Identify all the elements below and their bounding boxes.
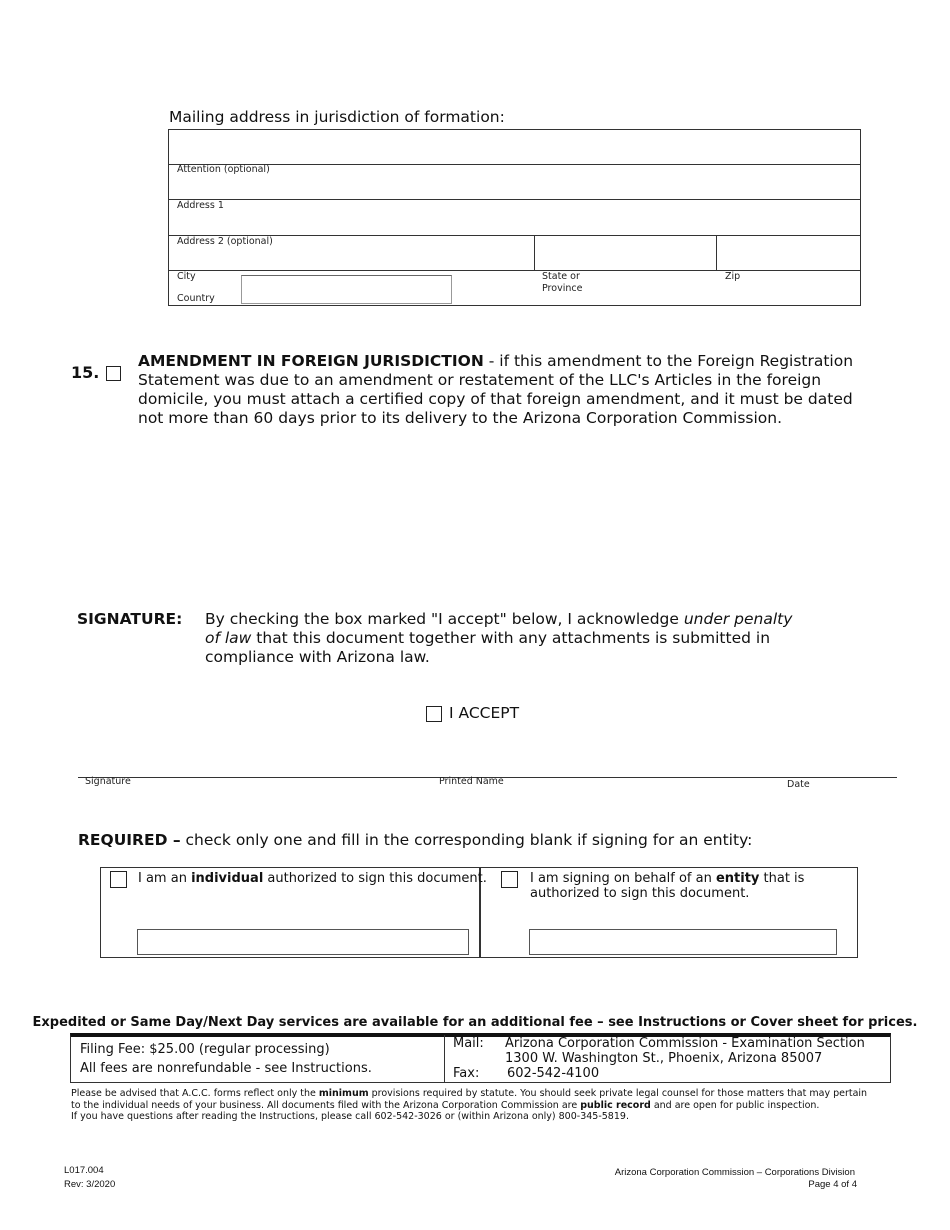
signature-statement (205, 610, 792, 667)
printed-name-label: Printed Name (439, 776, 504, 787)
mail-address-line1: Arizona Corporation Commission - Examination Section (505, 1036, 865, 1051)
signature-line1-a: By checking the box marked "I accept" below, I acknowledge (205, 610, 684, 628)
address1-divider (168, 199, 861, 200)
entity-line1 (530, 871, 804, 886)
signature-heading: SIGNATURE: (77, 610, 183, 628)
notice-line2-a: to the individual needs of your business. All documents filed with the Arizona Corporation Commission are (71, 1099, 581, 1111)
state-divider (534, 235, 535, 271)
item15-line1 (138, 352, 853, 371)
item15-title: AMENDMENT IN FOREIGN JURISDICTION (138, 352, 484, 370)
expedited-notice: Expedited or Same Day/Next Day services are available for an additional fee – see Instructions or Cover sheet for prices. (32, 1015, 918, 1030)
signature-line3: compliance with Arizona law. (205, 648, 430, 666)
mailing-heading: Mailing address in jurisdiction of formation: (169, 108, 505, 126)
signature-line2-a: of law (205, 629, 252, 647)
footer-revision: Rev: 3/2020 (64, 1179, 116, 1190)
notice-line2-c: and are open for public inspection. (650, 1099, 820, 1111)
notice-line2 (71, 1100, 867, 1112)
city-divider (168, 270, 861, 271)
item15-line4: not more than 60 days prior to its delivery to the Arizona Corporation Commission. (138, 409, 783, 427)
signature-line2-b: that this document together with any attachments is submitted in (251, 629, 771, 647)
date-input[interactable] (782, 752, 896, 776)
individual-text-c: authorized to sign this document. (263, 871, 487, 886)
signature-line2 (205, 629, 792, 648)
fee-box-divider (444, 1035, 445, 1083)
footer-page: Page 4 of 4 (808, 1179, 857, 1190)
filing-fee: Filing Fee: $25.00 (regular processing) (80, 1042, 330, 1057)
fax-number: 602-542-4100 (507, 1066, 600, 1081)
fees-nonrefundable: All fees are nonrefundable - see Instructions. (80, 1061, 372, 1076)
accept-label: I ACCEPT (449, 704, 520, 722)
individual-name-input[interactable] (137, 929, 469, 955)
signature-label: Signature (85, 776, 131, 787)
state-label-line1: State or (542, 271, 580, 282)
zip-divider (716, 235, 717, 271)
individual-text (138, 871, 487, 886)
state-label (542, 271, 582, 295)
notice-line3: If you have questions after reading the Instructions, please call 602-542-3026 or (within Arizona only) 800-345-5819. (71, 1111, 629, 1122)
required-heading-rest: check only one and fill in the corresponding blank if signing for an entity: (180, 831, 753, 849)
individual-text-a: I am an (138, 871, 192, 886)
entity-text-b: entity (715, 871, 760, 886)
notice-line1-c: provisions required by statute. You should seek private legal counsel for those matters that may pertain (368, 1088, 868, 1099)
city-label: City (177, 271, 196, 282)
zip-label: Zip (725, 271, 741, 282)
address1-label: Address 1 (177, 200, 224, 211)
individual-text-b: individual (191, 871, 264, 886)
mail-address-line2: 1300 W. Washington St., Phoenix, Arizona 85007 (505, 1051, 823, 1066)
notice-line1-b: minimum (318, 1088, 369, 1099)
mail-label: Mail: (453, 1036, 484, 1051)
date-label: Date (787, 779, 810, 790)
address1-input[interactable] (169, 212, 860, 234)
state-input[interactable] (536, 237, 714, 270)
item15-number: 15. (71, 363, 100, 382)
entity-checkbox[interactable] (501, 871, 518, 888)
entity-text-c: that is (759, 871, 805, 886)
address2-label: Address 2 (optional) (177, 236, 273, 247)
entity-text-a: I am signing on behalf of an (530, 871, 716, 886)
attention-divider (168, 164, 861, 165)
item15-line2: Statement was due to an amendment or restatement of the LLC's Articles in the foreign (138, 371, 822, 389)
country-label: Country (177, 293, 215, 304)
accept-checkbox[interactable] (426, 706, 442, 722)
attention-label: Attention (optional) (177, 164, 270, 175)
signature-line1 (205, 610, 792, 629)
item15-text (138, 352, 853, 428)
footer-agency: Arizona Corporation Commission – Corporations Division (614, 1167, 855, 1178)
notice-line1 (71, 1088, 867, 1100)
entity-text (530, 871, 804, 901)
zip-input[interactable] (718, 237, 860, 270)
legal-notice (71, 1088, 867, 1123)
state-label-line2: Province (542, 283, 583, 294)
fax-label: Fax: (453, 1066, 480, 1081)
signature-line1-b: under penalty (683, 610, 793, 628)
footer-form-id: L017.004 (64, 1165, 104, 1176)
notice-line1-a: Please be advised that A.C.C. forms reflect only the (71, 1088, 319, 1099)
address2-input[interactable] (169, 248, 533, 270)
attention-input[interactable] (169, 176, 860, 198)
entity-line2: authorized to sign this document. (530, 886, 750, 901)
entity-name-input[interactable] (529, 929, 837, 955)
notice-line2-b: public record (580, 1099, 651, 1111)
name-input[interactable] (169, 130, 860, 164)
printed-name-input[interactable] (440, 752, 780, 776)
required-heading-bold: REQUIRED – (78, 831, 181, 849)
item15-title-rest: - if this amendment to the Foreign Registration (483, 352, 854, 370)
required-heading (78, 831, 752, 849)
item15-checkbox[interactable] (106, 366, 121, 381)
signature-input[interactable] (78, 752, 438, 776)
individual-checkbox[interactable] (110, 871, 127, 888)
item15-line3: domicile, you must attach a certified copy of that foreign amendment, and it must be dated (138, 390, 853, 408)
city-country-input[interactable] (241, 275, 452, 304)
